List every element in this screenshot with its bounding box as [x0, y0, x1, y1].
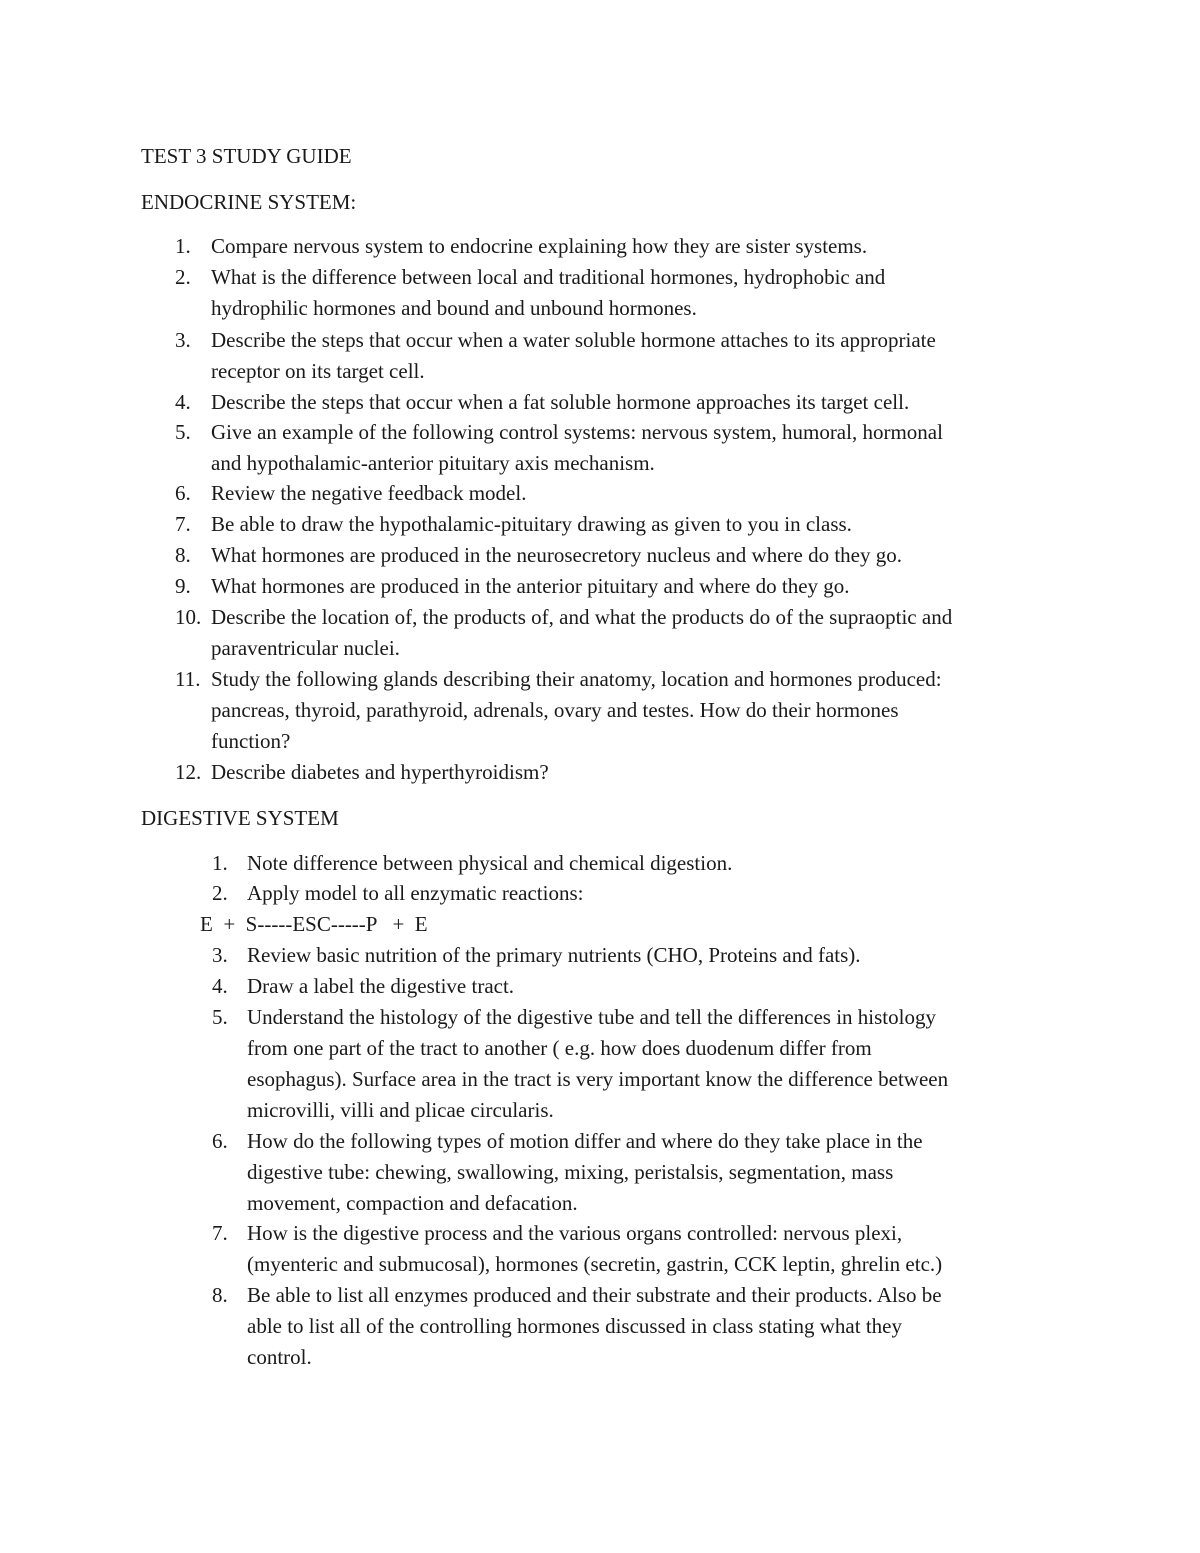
list-item-text: receptor on its target cell. — [211, 359, 425, 383]
list-item-text: What hormones are produced in the anterior pituitary and where do they go. — [211, 574, 850, 598]
list-item-number: 4. — [175, 390, 191, 414]
list-item-text: Study the following glands describing their anatomy, location and hormones produced: — [211, 667, 942, 691]
list-item-text: and hypothalamic-anterior pituitary axis mechanism. — [211, 451, 655, 475]
list-item-text: movement, compaction and defacation. — [247, 1191, 578, 1215]
list-item-text: Give an example of the following control systems: nervous system, humoral, hormonal — [211, 420, 943, 444]
section-heading-digestive: DIGESTIVE SYSTEM — [141, 806, 339, 830]
list-item-number: 9. — [175, 574, 191, 598]
section-heading-endocrine: ENDOCRINE SYSTEM: — [141, 190, 357, 214]
list-item-text: Describe the steps that occur when a water soluble hormone attaches to its appropriate — [211, 328, 936, 352]
list-item-text: Be able to draw the hypothalamic-pituitary drawing as given to you in class. — [211, 512, 852, 536]
list-item-text: control. — [247, 1345, 312, 1369]
list-item-number: 2. — [212, 881, 228, 905]
list-item-number: 2. — [175, 265, 191, 289]
list-item-number: 5. — [212, 1005, 228, 1029]
list-item-text: Describe the steps that occur when a fat soluble hormone approaches its target cell. — [211, 390, 910, 414]
enzyme-reaction-formula: E + S-----ESC-----P + E — [200, 912, 428, 936]
list-item-text: Understand the histology of the digestive tube and tell the differences in histology — [247, 1005, 936, 1029]
list-item-text: Draw a label the digestive tract. — [247, 974, 515, 998]
list-item-text: digestive tube: chewing, swallowing, mixing, peristalsis, segmentation, mass — [247, 1160, 894, 1184]
list-item-text: Describe the location of, the products of, and what the products do of the supraoptic and — [211, 605, 953, 629]
list-item-number: 1. — [175, 234, 191, 258]
list-item-number: 3. — [175, 328, 191, 352]
document-title: TEST 3 STUDY GUIDE — [141, 144, 352, 168]
list-item-text: microvilli, villi and plicae circularis. — [247, 1098, 554, 1122]
list-item-text: Apply model to all enzymatic reactions: — [247, 881, 584, 905]
list-item-number: 1. — [212, 851, 228, 875]
list-item-number: 6. — [175, 481, 191, 505]
list-item-text: able to list all of the controlling hormones discussed in class stating what they — [247, 1314, 902, 1338]
list-item-text: What hormones are produced in the neurosecretory nucleus and where do they go. — [211, 543, 903, 567]
list-item-number: 8. — [175, 543, 191, 567]
list-item-number: 12. — [175, 760, 202, 784]
list-item-number: 4. — [212, 974, 228, 998]
list-item-text: hydrophilic hormones and bound and unbound hormones. — [211, 296, 697, 320]
list-item-text: Note difference between physical and chemical digestion. — [247, 851, 733, 875]
list-item-number: 3. — [212, 943, 228, 967]
list-item-text: (myenteric and submucosal), hormones (secretin, gastrin, CCK leptin, ghrelin etc.) — [247, 1252, 943, 1276]
list-item-number: 10. — [175, 605, 202, 629]
list-item-text: How is the digestive process and the various organs controlled: nervous plexi, — [247, 1221, 903, 1245]
list-item-text: Review the negative feedback model. — [211, 481, 527, 505]
list-item-text: function? — [211, 729, 291, 753]
list-item-text: Be able to list all enzymes produced and their substrate and their products. Also be — [247, 1283, 942, 1307]
list-item-number: 8. — [212, 1283, 228, 1307]
list-item-text: from one part of the tract to another ( e.g. how does duodenum differ from — [247, 1036, 872, 1060]
list-item-number: 7. — [212, 1221, 228, 1245]
list-item-number: 6. — [212, 1129, 228, 1153]
list-item-text: esophagus). Surface area in the tract is very important know the difference between — [247, 1067, 949, 1091]
list-item-number: 5. — [175, 420, 191, 444]
list-item-text: How do the following types of motion differ and where do they take place in the — [247, 1129, 923, 1153]
list-item-text: What is the difference between local and traditional hormones, hydrophobic and — [211, 265, 886, 289]
list-item-text: pancreas, thyroid, parathyroid, adrenals, ovary and testes. How do their hormones — [211, 698, 899, 722]
list-item-text: Review basic nutrition of the primary nutrients (CHO, Proteins and fats). — [247, 943, 861, 967]
list-item-number: 11. — [175, 667, 201, 691]
list-item-text: Compare nervous system to endocrine explaining how they are sister systems. — [211, 234, 868, 258]
list-item-text: paraventricular nuclei. — [211, 636, 400, 660]
list-item-text: Describe diabetes and hyperthyroidism? — [211, 760, 549, 784]
list-item-number: 7. — [175, 512, 191, 536]
